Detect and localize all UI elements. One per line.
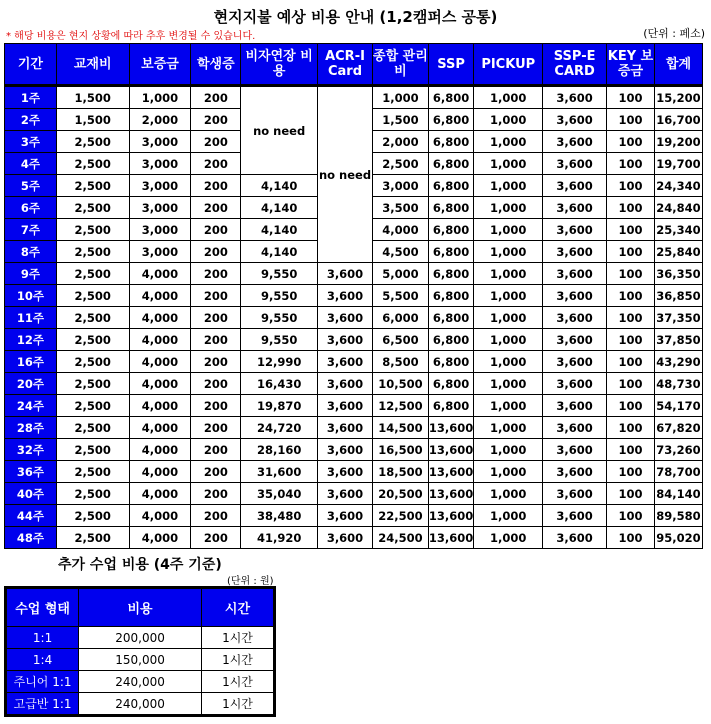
key-cell: 100: [607, 395, 655, 417]
sspe-cell: 3,600: [543, 417, 607, 439]
sspe-cell: 3,600: [543, 219, 607, 241]
ssp-cell: 6,800: [428, 219, 473, 241]
sspe-cell: 3,600: [543, 527, 607, 549]
week-cell: 2주: [5, 109, 57, 131]
visa-cell: 31,600: [241, 461, 318, 483]
week-cell: 1주: [5, 86, 57, 109]
deposit-cell: 3,000: [129, 219, 191, 241]
id-cell: 200: [191, 527, 241, 549]
pickup-cell: 1,000: [474, 439, 543, 461]
week-cell: 24주: [5, 395, 57, 417]
table-row: [5, 439, 703, 461]
week-cell: 4주: [5, 153, 57, 175]
time-cell: 1시간: [201, 627, 274, 649]
ssp-cell: 13,600: [428, 417, 473, 439]
header-cell: SSP: [428, 44, 473, 86]
mgmt-cell: 2,500: [372, 153, 428, 175]
week-cell: 5주: [5, 175, 57, 197]
deposit-cell: 4,000: [129, 527, 191, 549]
mgmt-cell: 1,000: [372, 86, 428, 109]
week-cell: 32주: [5, 439, 57, 461]
pickup-cell: 1,000: [474, 285, 543, 307]
key-cell: 100: [607, 417, 655, 439]
table-row: [5, 505, 703, 527]
ssp-cell: 6,800: [428, 86, 473, 109]
deposit-cell: 4,000: [129, 285, 191, 307]
key-cell: 100: [607, 109, 655, 131]
pickup-cell: 1,000: [474, 175, 543, 197]
time-cell: 1시간: [201, 649, 274, 671]
mgmt-cell: 3,500: [372, 197, 428, 219]
id-cell: 200: [191, 329, 241, 351]
id-cell: 200: [191, 307, 241, 329]
id-cell: 200: [191, 439, 241, 461]
ssp-cell: 6,800: [428, 395, 473, 417]
ssp-cell: 6,800: [428, 285, 473, 307]
key-cell: 100: [607, 351, 655, 373]
pickup-cell: 1,000: [474, 483, 543, 505]
total-cell: 24,340: [654, 175, 702, 197]
visa-cell: 38,480: [241, 505, 318, 527]
class-type-cell: 고급반 1:1: [6, 693, 79, 716]
extra-table-body: [6, 627, 275, 716]
pickup-cell: 1,000: [474, 461, 543, 483]
deposit-cell: 3,000: [129, 131, 191, 153]
id-cell: 200: [191, 131, 241, 153]
total-cell: 24,840: [654, 197, 702, 219]
mgmt-cell: 4,000: [372, 219, 428, 241]
deposit-cell: 4,000: [129, 417, 191, 439]
extra-unit-label: (단위 : 원): [227, 576, 274, 587]
week-cell: 3주: [5, 131, 57, 153]
mgmt-cell: 18,500: [372, 461, 428, 483]
pickup-cell: 1,000: [474, 395, 543, 417]
ssp-cell: 6,800: [428, 131, 473, 153]
table-row: [5, 461, 703, 483]
pickup-cell: 1,000: [474, 417, 543, 439]
sspe-cell: 3,600: [543, 197, 607, 219]
acr-cell: 3,600: [318, 263, 373, 285]
acr-cell: 3,600: [318, 307, 373, 329]
book-cell: 1,500: [56, 109, 129, 131]
total-cell: 36,350: [654, 263, 702, 285]
book-cell: 2,500: [56, 131, 129, 153]
book-cell: 2,500: [56, 351, 129, 373]
notice-text: * 해당 비용은 현지 상황에 따라 추후 변경될 수 있습니다.: [6, 31, 256, 42]
ssp-cell: 13,600: [428, 439, 473, 461]
sspe-cell: 3,600: [543, 109, 607, 131]
total-cell: 54,170: [654, 395, 702, 417]
pickup-cell: 1,000: [474, 329, 543, 351]
extra-row: [6, 627, 275, 649]
extra-row: [6, 671, 275, 693]
table-row: [5, 527, 703, 549]
visa-cell: 4,140: [241, 175, 318, 197]
book-cell: 2,500: [56, 219, 129, 241]
deposit-cell: 3,000: [129, 153, 191, 175]
week-cell: 44주: [5, 505, 57, 527]
extra-row: [6, 693, 275, 716]
mgmt-cell: 5,000: [372, 263, 428, 285]
book-cell: 2,500: [56, 417, 129, 439]
sspe-cell: 3,600: [543, 505, 607, 527]
ssp-cell: 6,800: [428, 329, 473, 351]
acr-cell: 3,600: [318, 329, 373, 351]
acr-cell: 3,600: [318, 395, 373, 417]
ssp-cell: 13,600: [428, 505, 473, 527]
book-cell: 2,500: [56, 307, 129, 329]
table-row: [5, 373, 703, 395]
book-cell: 2,500: [56, 505, 129, 527]
extra-header-cell: 시간: [201, 588, 274, 627]
key-cell: 100: [607, 527, 655, 549]
mgmt-cell: 4,500: [372, 241, 428, 263]
total-cell: 89,580: [654, 505, 702, 527]
header-cell: PICKUP: [474, 44, 543, 86]
sspe-cell: 3,600: [543, 285, 607, 307]
table-row: [5, 307, 703, 329]
total-cell: 37,350: [654, 307, 702, 329]
week-cell: 36주: [5, 461, 57, 483]
total-cell: 67,820: [654, 417, 702, 439]
ssp-cell: 6,800: [428, 197, 473, 219]
table-row: [5, 395, 703, 417]
visa-cell: 28,160: [241, 439, 318, 461]
total-cell: 78,700: [654, 461, 702, 483]
key-cell: 100: [607, 307, 655, 329]
key-cell: 100: [607, 86, 655, 109]
id-cell: 200: [191, 175, 241, 197]
sspe-cell: 3,600: [543, 131, 607, 153]
week-cell: 12주: [5, 329, 57, 351]
time-cell: 1시간: [201, 671, 274, 693]
pickup-cell: 1,000: [474, 219, 543, 241]
key-cell: 100: [607, 505, 655, 527]
table-row: [5, 483, 703, 505]
acr-cell: 3,600: [318, 373, 373, 395]
cost-cell: 150,000: [79, 649, 202, 671]
sspe-cell: 3,600: [543, 307, 607, 329]
table-row: [5, 86, 703, 109]
total-cell: 37,850: [654, 329, 702, 351]
sspe-cell: 3,600: [543, 263, 607, 285]
header-cell: 종합 관리비: [372, 44, 428, 86]
table-row: [5, 263, 703, 285]
total-cell: 16,700: [654, 109, 702, 131]
table-row: [5, 285, 703, 307]
header-cell: ACR-I Card: [318, 44, 373, 86]
acr-cell: 3,600: [318, 439, 373, 461]
sspe-cell: 3,600: [543, 241, 607, 263]
week-cell: 28주: [5, 417, 57, 439]
mgmt-cell: 3,000: [372, 175, 428, 197]
pickup-cell: 1,000: [474, 505, 543, 527]
pickup-cell: 1,000: [474, 197, 543, 219]
visa-no-need-cell: no need: [241, 86, 318, 175]
ssp-cell: 6,800: [428, 263, 473, 285]
book-cell: 2,500: [56, 285, 129, 307]
book-cell: 2,500: [56, 175, 129, 197]
deposit-cell: 3,000: [129, 175, 191, 197]
mgmt-cell: 10,500: [372, 373, 428, 395]
book-cell: 2,500: [56, 373, 129, 395]
week-cell: 40주: [5, 483, 57, 505]
deposit-cell: 3,000: [129, 241, 191, 263]
header-cell: SSP-E CARD: [543, 44, 607, 86]
ssp-cell: 13,600: [428, 483, 473, 505]
id-cell: 200: [191, 241, 241, 263]
key-cell: 100: [607, 153, 655, 175]
id-cell: 200: [191, 483, 241, 505]
deposit-cell: 4,000: [129, 307, 191, 329]
acr-cell: 3,600: [318, 527, 373, 549]
ssp-cell: 6,800: [428, 373, 473, 395]
sspe-cell: 3,600: [543, 175, 607, 197]
visa-cell: 12,990: [241, 351, 318, 373]
visa-cell: 9,550: [241, 307, 318, 329]
unit-label: (단위 : 페소): [643, 27, 705, 40]
page-title: 현지지불 예상 비용 안내 (1,2캠퍼스 공통): [213, 8, 498, 26]
book-cell: 2,500: [56, 197, 129, 219]
sspe-cell: 3,600: [543, 439, 607, 461]
header-cell: 교재비: [56, 44, 129, 86]
deposit-cell: 4,000: [129, 351, 191, 373]
acr-no-need-cell: no need: [318, 86, 373, 263]
class-type-cell: 1:4: [6, 649, 79, 671]
week-cell: 7주: [5, 219, 57, 241]
acr-cell: 3,600: [318, 351, 373, 373]
deposit-cell: 4,000: [129, 263, 191, 285]
visa-cell: 9,550: [241, 285, 318, 307]
table-row: [5, 351, 703, 373]
cost-cell: 240,000: [79, 671, 202, 693]
week-cell: 10주: [5, 285, 57, 307]
id-cell: 200: [191, 109, 241, 131]
total-cell: 84,140: [654, 483, 702, 505]
sspe-cell: 3,600: [543, 351, 607, 373]
key-cell: 100: [607, 439, 655, 461]
visa-cell: 35,040: [241, 483, 318, 505]
deposit-cell: 4,000: [129, 373, 191, 395]
total-cell: 43,290: [654, 351, 702, 373]
mgmt-cell: 5,500: [372, 285, 428, 307]
visa-cell: 16,430: [241, 373, 318, 395]
deposit-cell: 1,000: [129, 86, 191, 109]
mgmt-cell: 2,000: [372, 131, 428, 153]
deposit-cell: 4,000: [129, 439, 191, 461]
week-cell: 16주: [5, 351, 57, 373]
book-cell: 2,500: [56, 153, 129, 175]
table-row: [5, 417, 703, 439]
pickup-cell: 1,000: [474, 527, 543, 549]
extra-header-row: [6, 588, 275, 627]
acr-cell: 3,600: [318, 505, 373, 527]
total-cell: 48,730: [654, 373, 702, 395]
acr-cell: 3,600: [318, 417, 373, 439]
week-cell: 9주: [5, 263, 57, 285]
total-cell: 73,260: [654, 439, 702, 461]
visa-cell: 24,720: [241, 417, 318, 439]
pickup-cell: 1,000: [474, 153, 543, 175]
mgmt-cell: 1,500: [372, 109, 428, 131]
sspe-cell: 3,600: [543, 329, 607, 351]
total-cell: 25,840: [654, 241, 702, 263]
key-cell: 100: [607, 241, 655, 263]
mgmt-cell: 6,000: [372, 307, 428, 329]
header-cell: KEY 보증금: [607, 44, 655, 86]
fee-table: [4, 43, 703, 549]
total-cell: 95,020: [654, 527, 702, 549]
book-cell: 2,500: [56, 263, 129, 285]
pickup-cell: 1,000: [474, 373, 543, 395]
total-cell: 25,340: [654, 219, 702, 241]
class-type-cell: 1:1: [6, 627, 79, 649]
header-cell: 기간: [5, 44, 57, 86]
extra-row: [6, 649, 275, 671]
key-cell: 100: [607, 197, 655, 219]
sspe-cell: 3,600: [543, 395, 607, 417]
book-cell: 2,500: [56, 461, 129, 483]
week-cell: 6주: [5, 197, 57, 219]
key-cell: 100: [607, 285, 655, 307]
sspe-cell: 3,600: [543, 153, 607, 175]
header-row: [5, 44, 703, 86]
book-cell: 2,500: [56, 483, 129, 505]
total-cell: 19,200: [654, 131, 702, 153]
total-cell: 19,700: [654, 153, 702, 175]
deposit-cell: 4,000: [129, 395, 191, 417]
fee-table-body: [5, 86, 703, 549]
ssp-cell: 6,800: [428, 175, 473, 197]
ssp-cell: 13,600: [428, 527, 473, 549]
class-type-cell: 주니어 1:1: [6, 671, 79, 693]
time-cell: 1시간: [201, 693, 274, 716]
id-cell: 200: [191, 417, 241, 439]
book-cell: 2,500: [56, 329, 129, 351]
header-cell: 학생증: [191, 44, 241, 86]
acr-cell: 3,600: [318, 483, 373, 505]
visa-cell: 9,550: [241, 263, 318, 285]
key-cell: 100: [607, 263, 655, 285]
sspe-cell: 3,600: [543, 483, 607, 505]
book-cell: 2,500: [56, 527, 129, 549]
key-cell: 100: [607, 461, 655, 483]
acr-cell: 3,600: [318, 285, 373, 307]
deposit-cell: 4,000: [129, 461, 191, 483]
week-cell: 48주: [5, 527, 57, 549]
total-cell: 15,200: [654, 86, 702, 109]
pickup-cell: 1,000: [474, 109, 543, 131]
sspe-cell: 3,600: [543, 373, 607, 395]
id-cell: 200: [191, 373, 241, 395]
deposit-cell: 2,000: [129, 109, 191, 131]
visa-cell: 9,550: [241, 329, 318, 351]
ssp-cell: 6,800: [428, 241, 473, 263]
key-cell: 100: [607, 175, 655, 197]
week-cell: 20주: [5, 373, 57, 395]
extra-header-cell: 수업 형태: [6, 588, 79, 627]
id-cell: 200: [191, 505, 241, 527]
id-cell: 200: [191, 285, 241, 307]
sspe-cell: 3,600: [543, 461, 607, 483]
key-cell: 100: [607, 483, 655, 505]
id-cell: 200: [191, 219, 241, 241]
extra-title: 추가 수업 비용 (4주 기준): [58, 557, 222, 573]
mgmt-cell: 14,500: [372, 417, 428, 439]
mgmt-cell: 6,500: [372, 329, 428, 351]
mgmt-cell: 22,500: [372, 505, 428, 527]
key-cell: 100: [607, 329, 655, 351]
week-cell: 11주: [5, 307, 57, 329]
mgmt-cell: 24,500: [372, 527, 428, 549]
visa-cell: 19,870: [241, 395, 318, 417]
visa-cell: 4,140: [241, 219, 318, 241]
mgmt-cell: 12,500: [372, 395, 428, 417]
visa-cell: 4,140: [241, 197, 318, 219]
pickup-cell: 1,000: [474, 86, 543, 109]
table-row: [5, 329, 703, 351]
total-cell: 36,850: [654, 285, 702, 307]
deposit-cell: 4,000: [129, 483, 191, 505]
key-cell: 100: [607, 131, 655, 153]
sspe-cell: 3,600: [543, 86, 607, 109]
pickup-cell: 1,000: [474, 241, 543, 263]
deposit-cell: 3,000: [129, 197, 191, 219]
id-cell: 200: [191, 395, 241, 417]
book-cell: 2,500: [56, 439, 129, 461]
book-cell: 2,500: [56, 395, 129, 417]
acr-cell: 3,600: [318, 461, 373, 483]
id-cell: 200: [191, 351, 241, 373]
header-cell: 비자연장 비용: [241, 44, 318, 86]
pickup-cell: 1,000: [474, 131, 543, 153]
pickup-cell: 1,000: [474, 263, 543, 285]
id-cell: 200: [191, 263, 241, 285]
book-cell: 2,500: [56, 241, 129, 263]
deposit-cell: 4,000: [129, 505, 191, 527]
visa-cell: 4,140: [241, 241, 318, 263]
pickup-cell: 1,000: [474, 351, 543, 373]
mgmt-cell: 20,500: [372, 483, 428, 505]
mgmt-cell: 8,500: [372, 351, 428, 373]
extra-header-cell: 비용: [79, 588, 202, 627]
cost-cell: 200,000: [79, 627, 202, 649]
header-cell: 합계: [654, 44, 702, 86]
pickup-cell: 1,000: [474, 307, 543, 329]
id-cell: 200: [191, 461, 241, 483]
book-cell: 1,500: [56, 86, 129, 109]
cost-cell: 240,000: [79, 693, 202, 716]
ssp-cell: 6,800: [428, 351, 473, 373]
header-cell: 보증금: [129, 44, 191, 86]
key-cell: 100: [607, 373, 655, 395]
id-cell: 200: [191, 153, 241, 175]
mgmt-cell: 16,500: [372, 439, 428, 461]
ssp-cell: 6,800: [428, 109, 473, 131]
ssp-cell: 6,800: [428, 153, 473, 175]
id-cell: 200: [191, 197, 241, 219]
key-cell: 100: [607, 219, 655, 241]
deposit-cell: 4,000: [129, 329, 191, 351]
ssp-cell: 13,600: [428, 461, 473, 483]
ssp-cell: 6,800: [428, 307, 473, 329]
extra-class-table: [4, 586, 276, 717]
visa-cell: 41,920: [241, 527, 318, 549]
id-cell: 200: [191, 86, 241, 109]
week-cell: 8주: [5, 241, 57, 263]
